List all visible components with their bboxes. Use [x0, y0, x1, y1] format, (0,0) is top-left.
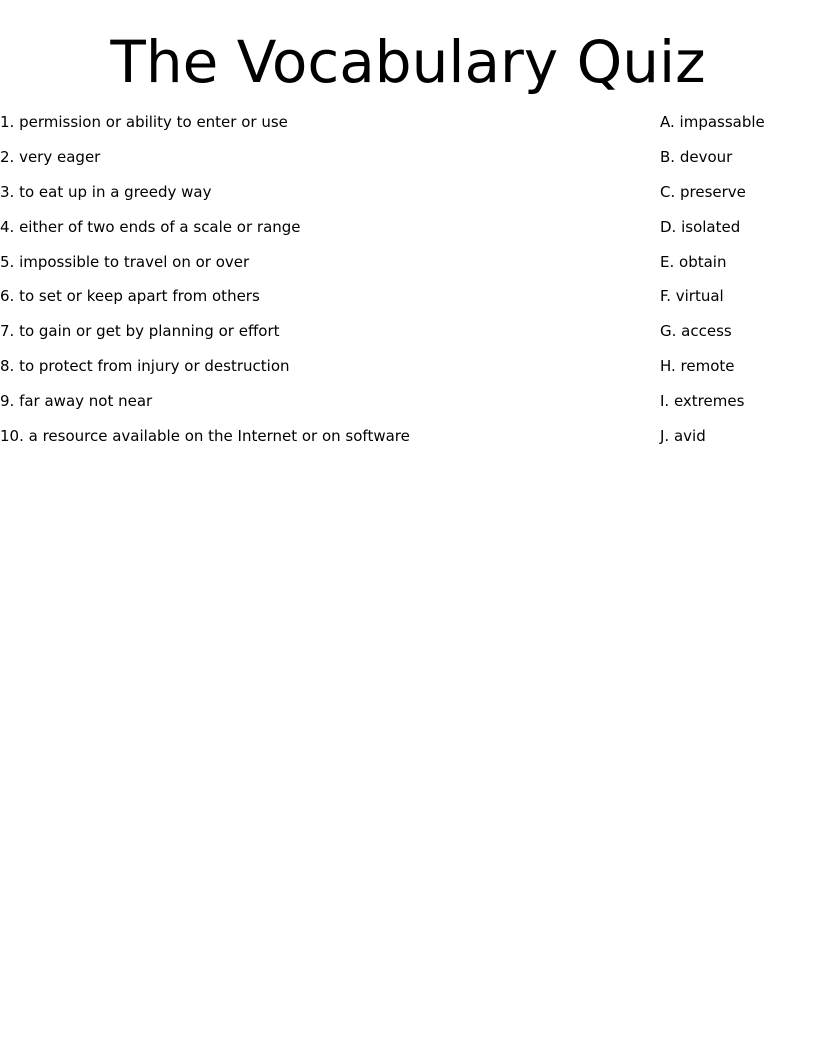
definition-text: 2. very eager: [0, 147, 101, 166]
answer-choice: D. isolated: [660, 217, 741, 236]
definition-text: 9. far away not near: [0, 392, 153, 411]
quiz-list: [0, 110, 816, 459]
definition-text: 4. either of two ends of a scale or range: [0, 217, 301, 236]
quiz-row: [0, 354, 816, 389]
answer-choice: H. remote: [660, 357, 735, 376]
definition-text: 10. a resource available on the Internet or on software: [0, 427, 410, 446]
definition-text: 5. impossible to travel on or over: [0, 252, 250, 271]
answer-choice: J. avid: [660, 427, 706, 446]
definition-text: 7. to gain or get by planning or effort: [0, 322, 280, 341]
answer-choice: G. access: [660, 322, 732, 341]
answer-choice: B. devour: [660, 147, 733, 166]
quiz-row: [0, 250, 816, 285]
quiz-row: [0, 319, 816, 354]
quiz-row: [0, 180, 816, 215]
definition-text: 6. to set or keep apart from others: [0, 287, 260, 306]
page-title: The Vocabulary Quiz: [110, 28, 706, 96]
quiz-row: [0, 284, 816, 319]
answer-choice: I. extremes: [660, 392, 745, 411]
quiz-row: [0, 110, 816, 145]
answer-choice: F. virtual: [660, 287, 724, 306]
answer-choice: C. preserve: [660, 182, 746, 201]
answer-choice: A. impassable: [660, 113, 765, 131]
quiz-row: [0, 389, 816, 424]
quiz-row: [0, 424, 816, 459]
definition-text: 3. to eat up in a greedy way: [0, 182, 212, 201]
answer-choice: E. obtain: [660, 252, 727, 271]
definition-text: 1. permission or ability to enter or use: [0, 113, 288, 131]
definition-text: 8. to protect from injury or destruction: [0, 357, 290, 376]
quiz-row: [0, 215, 816, 250]
quiz-row: [0, 145, 816, 180]
